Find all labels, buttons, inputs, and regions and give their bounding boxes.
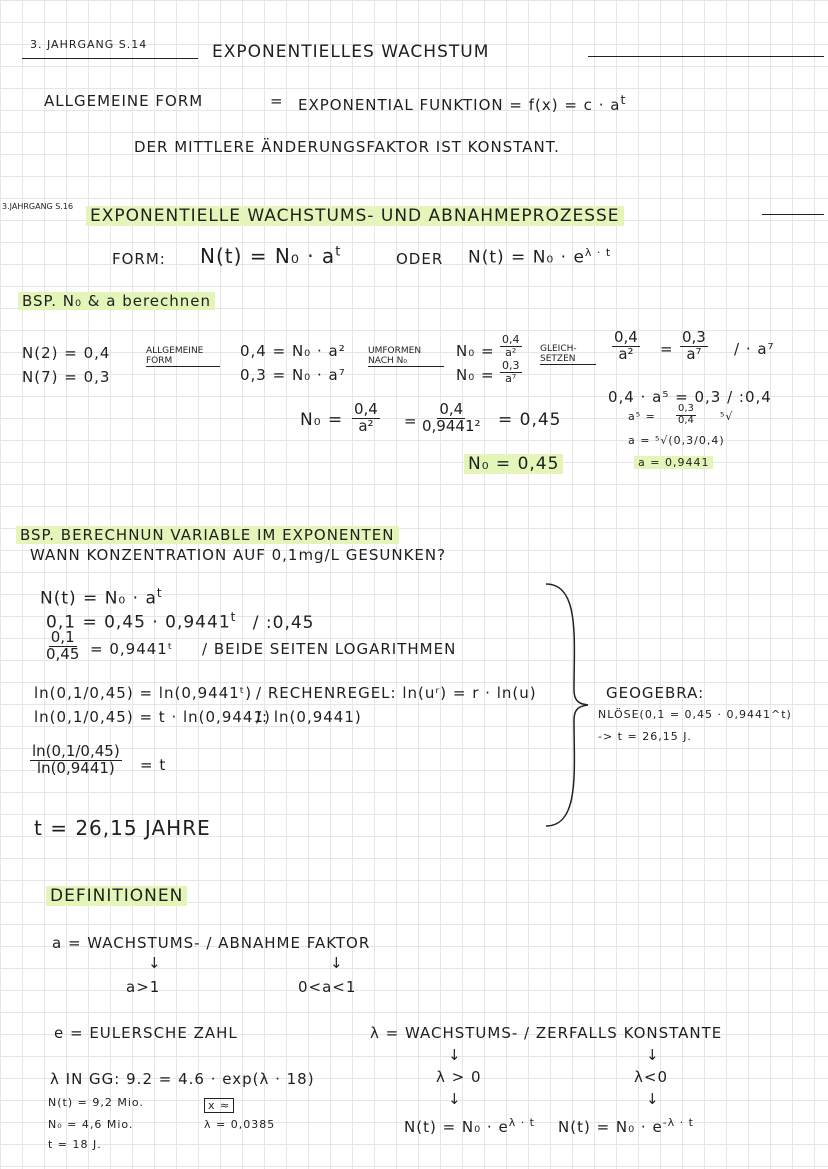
n0calc-fraction2 (420, 402, 483, 435)
def-nt-decay (558, 1116, 694, 1136)
n0a-prefix: N₀ = (456, 342, 495, 360)
arrow-gleichsetzen: GLEICH- SETZEN (540, 344, 596, 365)
n0b-den: a⁷ (505, 371, 517, 385)
example2-heading-wrap (16, 526, 399, 544)
ex2-line4: ln(0,1/0,45) = ln(0,9441ᵗ) (34, 684, 253, 702)
def-nt-decay-text: N(t) = N₀ · e (558, 1118, 663, 1136)
ex2-result: t = 26,15 JAHRE (34, 816, 211, 840)
def-nt-growth (404, 1116, 535, 1136)
section2-title: EXPONENTIELLE WACHSTUMS- UND ABNAHMEPROZESSE (86, 206, 624, 226)
eq-n7: 0,3 = N₀ · a⁷ (240, 366, 346, 384)
allgemeine-form-text: EXPONENTIAL FUNKTION = f(x) = c · a (298, 96, 621, 114)
step-r2-prefix: a⁵ = (628, 410, 656, 423)
def-a: a = WACHSTUMS- / ABNAHME FAKTOR (52, 934, 371, 952)
section2-rule-right (762, 214, 824, 215)
given-n7: N(7) = 0,3 (22, 368, 111, 386)
step-r4-wrap (634, 456, 713, 469)
section1-title: EXPONENTIELLES WACHSTUM (212, 42, 490, 62)
cmp-right-num: 0,3 (682, 328, 706, 346)
gg-lambda: λ = 0,0385 (204, 1118, 276, 1131)
eq-n2: 0,4 = N₀ · a² (240, 342, 346, 360)
ex2-line2-op: / :0,45 (252, 612, 315, 633)
def-lambda-arrow-right: ↓ (646, 1046, 660, 1064)
def-lambda-arrow-left: ↓ (448, 1046, 462, 1064)
gg-n0: N₀ = 4,6 Mio. (48, 1118, 134, 1131)
def-lambda-negative: λ<0 (634, 1068, 668, 1086)
n0calc-f1-den: a² (358, 416, 374, 435)
n0a-fraction (500, 334, 522, 358)
n0calc-eq: = (404, 412, 418, 430)
n0calc-f1-num: 0,4 (354, 400, 378, 418)
ex2-line3-op: / BEIDE SEITEN LOGARITHMEN (202, 640, 457, 658)
ex2-line2-exp: t (230, 610, 237, 624)
n0b-fraction (500, 360, 522, 384)
example2-question: WANN KONZENTRATION AUF 0,1mg/L GESUNKEN? (30, 546, 447, 564)
given-n2: N(2) = 0,4 (22, 344, 111, 362)
n0-final-wrap (464, 454, 563, 474)
step-r4: a = 0,9441 (634, 456, 713, 469)
step-r2-den: 0,4 (678, 414, 694, 426)
arrow-allgemeine-form: ALLGEMEINE FORM (146, 346, 220, 367)
ex2-line3-fraction (44, 630, 81, 663)
cmp-left-num: 0,4 (614, 328, 638, 346)
ex2-line3-rest: = 0,9441ᵗ (90, 640, 174, 658)
section1-tag: 3. JAHRGANG S.14 (30, 38, 148, 51)
n0calc-prefix: N₀ = (300, 410, 344, 430)
gg-t: t = 18 J. (48, 1138, 102, 1151)
ex2-line6-rest: = t (140, 756, 167, 774)
form-a-exp: t (335, 244, 342, 260)
def-lambda-arrow-left-2: ↓ (448, 1090, 462, 1108)
curly-brace (540, 580, 590, 830)
gg-nt: N(t) = 9,2 Mio. (48, 1096, 144, 1109)
step-r2-op: ⁵√ (720, 410, 734, 423)
def-nt-growth-exp: λ · t (508, 1116, 535, 1129)
def-e: e = EULERSCHE ZAHL (54, 1024, 238, 1042)
def-a-arrow-right: ↓ (330, 954, 344, 972)
gg-approx-button-wrap (204, 1094, 234, 1113)
geogebra-command: NLÖSE(0,1 = 0,45 · 0,9441^t) (598, 708, 792, 721)
form-or: ODER (396, 250, 444, 268)
step-r3: a = ⁵√(0,3/0,4) (628, 434, 725, 447)
form-a-text: N(t) = N₀ · a (200, 244, 336, 268)
ex2-line6-fraction (30, 744, 122, 777)
ex2-line3-den: 0,45 (46, 644, 80, 663)
n0calc-result: = 0,45 (498, 410, 562, 430)
geogebra-label: GEOGEBRA: (606, 684, 705, 702)
def-lambda-positive: λ > 0 (436, 1068, 482, 1086)
allgemeine-form-rest (298, 92, 626, 114)
def-a-growth: a>1 (126, 978, 161, 996)
form-a (200, 244, 341, 268)
definitions-heading: DEFINITIONEN (46, 886, 187, 906)
def-lambda: λ = WACHSTUMS- / ZERFALLS KONSTANTE (370, 1024, 723, 1042)
allgemeine-form-eq: = (270, 92, 284, 110)
geogebra-result: -> t = 26,15 J. (598, 730, 692, 743)
ex2-line1-text: N(t) = N₀ · a (40, 588, 157, 609)
example1-heading: BSP. N₀ & a berechnen (18, 292, 215, 310)
cmp-right-den: a⁷ (686, 344, 702, 363)
example2-heading: BSP. BERECHNUN VARIABLE IM EXPONENTEN (16, 526, 399, 544)
step-r1: 0,4 · a⁵ = 0,3 / :0,4 (608, 388, 772, 406)
cmp-left-den: a² (618, 344, 634, 363)
n0calc-f2-den: 0,9441² (422, 416, 481, 435)
def-lambda-arrow-right-2: ↓ (646, 1090, 660, 1108)
ex2-line4-op: / RECHENREGEL: ln(uʳ) = r · ln(u) (256, 684, 537, 702)
gg-equation: λ IN GG: 9.2 = 4.6 · exp(λ · 18) (50, 1070, 315, 1088)
ex2-line3-num: 0,1 (50, 628, 75, 646)
ex2-line6-den: ln(0,9441) (36, 758, 115, 777)
form-b (468, 246, 611, 268)
cmp-op: / · a⁷ (734, 340, 775, 358)
arrow-umformen: UMFORMEN NACH N₀ (368, 346, 444, 367)
ex2-line5: ln(0,1/0,45) = t · ln(0,9441) (34, 708, 271, 726)
def-nt-decay-exp: -λ · t (662, 1116, 694, 1129)
ex2-line2 (46, 610, 314, 633)
n0a-den: a² (505, 345, 517, 359)
form-label: FORM: (112, 250, 166, 268)
n0b-prefix: N₀ = (456, 366, 495, 384)
n0calc-f2-num: 0,4 (439, 400, 464, 418)
ex2-line5-op: /: ln(0,9441) (256, 708, 362, 726)
section2-title-wrap (86, 206, 624, 226)
n0b-num: 0,3 (502, 359, 520, 372)
step-r2-fraction (676, 404, 696, 426)
allgemeine-form-label: ALLGEMEINE FORM (44, 92, 204, 110)
def-nt-growth-text: N(t) = N₀ · e (404, 1118, 509, 1136)
section1-note: DER MITTLERE ÄNDERUNGSFAKTOR IST KONSTANT. (134, 138, 560, 156)
section2-tag: 3.JAHRGANG S.16 (2, 202, 74, 211)
ex2-line6-num: ln(0,1/0,45) (32, 742, 120, 760)
cmp-right-fraction (680, 330, 708, 363)
n0-final: N₀ = 0,45 (464, 454, 563, 474)
step-r2-num: 0,3 (678, 403, 694, 414)
example1-heading-wrap (18, 292, 215, 310)
ex2-line1 (40, 586, 163, 609)
n0a-num: 0,4 (502, 333, 520, 346)
cmp-eq: = (660, 340, 674, 358)
def-a-decay: 0<a<1 (298, 978, 357, 996)
definitions-heading-wrap (46, 886, 187, 906)
form-b-text: N(t) = N₀ · e (468, 247, 585, 268)
def-a-arrow-left: ↓ (148, 954, 162, 972)
n0calc-fraction1 (352, 402, 380, 435)
section1-rule-left (22, 58, 198, 59)
form-b-exp: λ · t (584, 246, 612, 259)
ex2-line2-text: 0,1 = 0,45 · 0,9441 (46, 612, 231, 633)
section1-rule-right (588, 56, 824, 57)
ex2-line1-exp: t (156, 586, 163, 600)
gg-approx-button: x ≈ (204, 1098, 234, 1113)
allgemeine-form-exp: t (620, 92, 627, 107)
cmp-left-fraction (612, 330, 640, 363)
